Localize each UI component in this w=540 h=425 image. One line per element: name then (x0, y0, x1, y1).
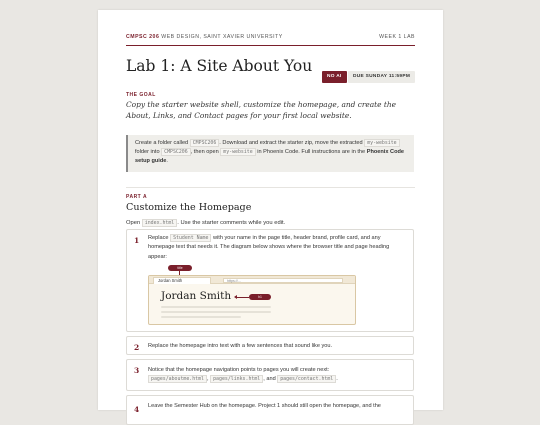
browser-url-bar: https://... (223, 278, 343, 283)
file-path-code: pages/contact.html (277, 375, 336, 383)
step-text: Notice that the homepage navigation points to pages you will create next: pages/aboutme.html , pages/links.html , and pages/contact.html . (148, 367, 338, 383)
intro-text: . Use the starter comments while you edit. (177, 220, 286, 226)
h1-connector (237, 297, 249, 298)
step-number: 3 (134, 366, 140, 375)
folder-name-code: CMPSC206 (190, 139, 220, 147)
step-number: 1 (134, 236, 140, 245)
step-4 (126, 395, 414, 425)
step-text-part: Replace (148, 235, 171, 241)
setup-text: . (166, 158, 168, 164)
setup-callout (126, 135, 414, 172)
placeholder-code: Student Name (170, 234, 211, 242)
step-text: Replace the homepage intro text with a few sentences that sound like you. (148, 343, 333, 349)
intro-text: Open (126, 220, 142, 226)
title-pill: title (168, 265, 192, 271)
placeholder-line (161, 306, 271, 308)
setup-guide-link[interactable]: Phoenix Code setup guide (135, 149, 405, 164)
course-name: WEB DESIGN, SAINT XAVIER UNIVERSITY (161, 34, 283, 40)
section-divider (126, 187, 415, 188)
setup-text: . Download and extract the starter zip, move the extracted (219, 140, 365, 146)
goal-label: THE GOAL (126, 92, 156, 98)
setup-text: Create a folder called (135, 140, 190, 146)
part-a-label: PART A (126, 194, 148, 200)
setup-text: in Phoenix Code. Full instructions are in the (255, 149, 367, 155)
step-text-part: with your name in the page title, header brand, profile card, and any homepage text that needs it. The diagram below shows where the browser title and page heading appear: (148, 235, 390, 260)
week-label: WEEK 1 LAB (379, 34, 415, 40)
folder-name-code: CMPSC206 (161, 148, 191, 156)
placeholder-line (161, 316, 241, 318)
folder-name-code: my-website (364, 139, 399, 147)
file-path-code: pages/links.html (210, 375, 263, 383)
browser-tab-bar (149, 276, 355, 284)
setup-text: folder into (135, 149, 162, 155)
file-name-code: index.html (142, 219, 177, 227)
step-number: 2 (134, 343, 140, 352)
step-text-part: . (336, 376, 338, 383)
lab-sheet (98, 10, 443, 414)
part-a-title: Customize the Homepage (126, 202, 252, 213)
step-text (148, 234, 405, 262)
h1-pill: h1 (249, 294, 271, 300)
browser-mockup (148, 275, 356, 325)
no-ai-badge: NO AI (322, 71, 347, 83)
browser-tab: Jordan Smith (153, 277, 211, 284)
setup-text: , then open (190, 149, 221, 155)
goal-text: Copy the starter website shell, customize the homepage, and create the About, Links, and Contact pages for your first local website. (126, 100, 396, 120)
folder-name-code: my-website (220, 148, 255, 156)
step-1 (126, 229, 414, 332)
file-path-code: pages/aboutme.html (148, 375, 207, 383)
page-heading-sample: Jordan Smith (161, 290, 232, 302)
page-title: Lab 1: A Site About You (126, 57, 313, 75)
title-heading-diagram (148, 265, 356, 325)
due-date-badge: DUE SUNDAY 11:59PM (348, 71, 415, 83)
step-text-part: Notice that the homepage navigation points to pages you will create next: (148, 367, 330, 373)
course-code: CMPSC 206 (126, 34, 160, 40)
course-header (126, 34, 415, 46)
step-text: Leave the Semester Hub on the homepage. Project 1 should still open the homepage, and the (148, 403, 381, 409)
part-a-intro (126, 220, 285, 226)
step-3 (126, 359, 414, 391)
step-text-part: , and (263, 376, 278, 383)
step-2 (126, 336, 414, 355)
step-number: 4 (134, 405, 140, 414)
placeholder-line (161, 311, 271, 313)
